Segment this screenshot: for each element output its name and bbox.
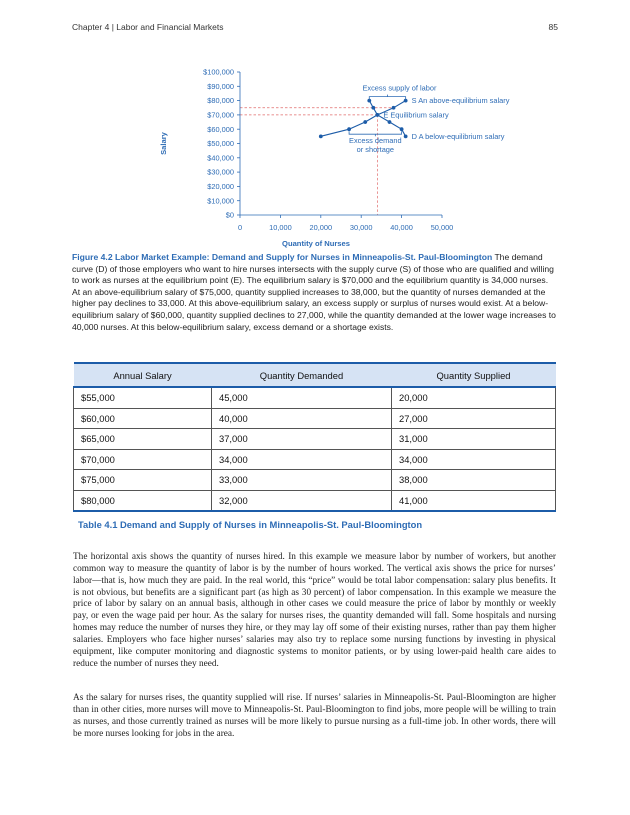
x-axis-title: Quantity of Nurses <box>282 239 350 248</box>
y-tick-label: $90,000 <box>207 81 234 91</box>
table-row <box>74 470 556 491</box>
y-tick-label: $70,000 <box>207 110 234 120</box>
page-number: 85 <box>548 22 558 32</box>
table-row <box>74 449 556 470</box>
data-point-s <box>392 106 396 110</box>
chapter-header: Chapter 4 | Labor and Financial Markets <box>72 22 224 32</box>
table-cell: 45,000 <box>212 387 392 408</box>
body-paragraph: As the salary for nurses rises, the quantity supplied will rise. If nurses’ salaries in Minneapolis-St. Paul-Bloomington are higher than in other cities, more nurses will move to Minneapolis-St. Paul-Bloomington to find jobs, more people will be willing to train as nurses, and those currently trained as nurses will be more likely to pursue nursing as a full-time job. In other words, there will be more nurses looking for jobs in the area. <box>73 693 556 739</box>
data-point-d <box>400 127 404 131</box>
table-header-row <box>74 363 556 387</box>
table-caption: Table 4.1 Demand and Supply of Nurses in Minneapolis-St. Paul-Bloomington <box>78 519 423 530</box>
body-paragraph: The horizontal axis shows the quantity of nurses hired. In this example we measure labor by number of workers, but another common way to measure the quantity of labor is by the number of hours worked. The vertical axis shows the price for nurses’ labor—that is, how much they are paid. In the real world, this “price” would be total labor compensation: salary plus benefits. It is not obvious, but benefits are a significant part (as high as 30 percent) of labor compensation. In this example we measure the price of labor by salary on an annual basis, although in other cases we could measure the price of labor by monthly or weekly pay, or even the wage paid per hour. As the salary for nurses rises, the quantity demanded will fall. Some hospitals and nursing homes may reduce the number of nurses they hire, or they may lay off some of their existing nurses, rather than pay them higher salaries. Employers who face higher nurses’ salaries may also try to replace some nursing functions by investing in physical equipment, like computer monitoring and diagnostic systems to monitor patients, or by using lower-paid health care aides to reduce the number of nurses they need. <box>73 552 556 669</box>
y-axis-title: Salary <box>159 132 168 155</box>
table-cell: 38,000 <box>392 470 556 491</box>
table-cell: 27,000 <box>392 408 556 429</box>
y-tick-label: $100,000 <box>203 67 234 77</box>
col-header-salary: Annual Salary <box>74 363 212 387</box>
table-row <box>74 490 556 511</box>
data-point-s <box>319 134 323 138</box>
data-point-s <box>347 127 351 131</box>
table-cell: 34,000 <box>392 449 556 470</box>
excess-demand-label: or shortage <box>356 145 395 155</box>
table-cell: 20,000 <box>392 387 556 408</box>
table-cell: $60,000 <box>74 408 212 429</box>
table-row <box>74 429 556 450</box>
data-point-d <box>404 134 408 138</box>
table-row <box>74 408 556 429</box>
y-tick-label: $20,000 <box>207 182 234 191</box>
excess-demand-label: Excess demand <box>349 136 402 146</box>
demand-label: D A below-equilibrium salary <box>411 131 505 141</box>
y-tick-label: $30,000 <box>207 167 234 177</box>
excess-supply-label: Excess supply of labor <box>362 83 437 93</box>
data-point-d <box>371 106 375 110</box>
table-cell: 33,000 <box>212 470 392 491</box>
y-tick-label: $40,000 <box>207 153 234 163</box>
y-tick-label: $10,000 <box>207 196 234 206</box>
labor-market-chart <box>150 62 510 252</box>
figure-caption <box>72 252 556 333</box>
x-tick-label: 0 <box>237 223 243 232</box>
figure-caption-text: The demand curve (D) of those employers who want to hire nurses intersects with the supply curve (S) of those who are qualified and willing to work as nurses at the equilibrium point (E). The equilibrium salary is $70,000 and the equilibrium quantity is 34,000 nurses. At an above-equilibrium salary of $75,000, quantity supplied increases to 38,000, but the quantity of nurses demanded at the higher pay declines to 33,000. At this above-equilibrium salary, an excess supply or surplus of nurses would exist. At a below-equilibrium salary of $60,000, quantity supplied declines to 27,000, while the quantity demanded at the lower wage increases to 40,000 nurses. At this below-equilibrium salary, excess demand or a shortage exists. <box>72 252 556 332</box>
equilibrium-label: E Equilibrium salary <box>383 110 449 120</box>
x-tick-label: 20,000 <box>309 223 333 232</box>
y-tick-label: $60,000 <box>207 124 234 134</box>
col-header-supplied: Quantity Supplied <box>392 363 556 387</box>
table-cell: $70,000 <box>74 449 212 470</box>
data-point-s <box>363 120 367 124</box>
y-tick-label: $0 <box>225 210 234 220</box>
x-tick-label: 40,000 <box>390 223 413 232</box>
supply-demand-table <box>73 362 556 512</box>
excess-supply-bracket <box>369 95 405 100</box>
y-tick-label: $80,000 <box>207 96 234 106</box>
table-cell: 37,000 <box>212 429 392 450</box>
table-cell: $80,000 <box>74 490 212 511</box>
figure-title: Figure 4.2 Labor Market Example: Demand and Supply for Nurses in Minneapolis-St. Paul-Bloomington <box>72 252 493 262</box>
table-cell: 32,000 <box>212 490 392 511</box>
table-cell: 31,000 <box>392 429 556 450</box>
data-point-d <box>388 120 392 124</box>
supply-label: S An above-equilibrium salary <box>411 96 510 106</box>
table-cell: 41,000 <box>392 490 556 511</box>
col-header-demanded: Quantity Demanded <box>212 363 392 387</box>
x-tick-label: 10,000 <box>269 223 292 232</box>
table-cell: 40,000 <box>212 408 392 429</box>
table-cell: 34,000 <box>212 449 392 470</box>
y-tick-label: $50,000 <box>207 139 234 149</box>
table-cell: $65,000 <box>74 429 212 450</box>
x-tick-label: 30,000 <box>349 223 373 232</box>
table-row <box>74 387 556 408</box>
x-tick-label: 50,000 <box>430 223 454 232</box>
data-point-s <box>375 113 379 117</box>
table-cell: $55,000 <box>74 387 212 408</box>
table-cell: $75,000 <box>74 470 212 491</box>
